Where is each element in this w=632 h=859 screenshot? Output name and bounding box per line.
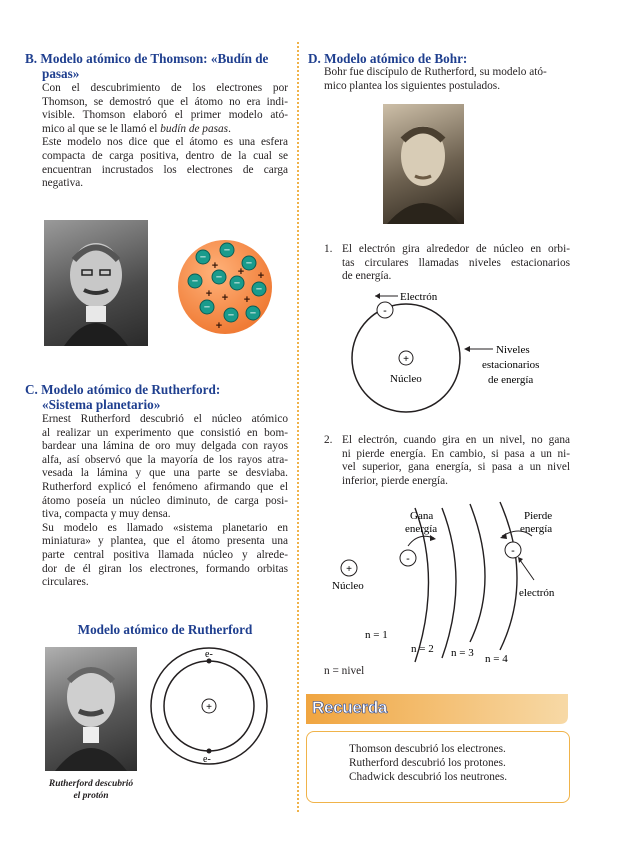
nucleus-sign: + <box>206 702 212 713</box>
text-line: compacta de carga positiva, dentro de la cual se <box>42 149 288 162</box>
nucleus-sign: + <box>403 354 409 365</box>
level-arc-3 <box>470 504 485 642</box>
bohr-intro-line: Bohr fue discípulo de Rutherford, su modelo ató- <box>324 66 547 78</box>
text-line: parte central positiva llamada núcleo y alrede- <box>42 548 288 561</box>
rutherford-photo <box>45 647 137 771</box>
text-line: Rutherford explicó el fenómeno afirmando que el <box>42 480 288 493</box>
bohr-photo <box>383 104 464 224</box>
text-line: vel superior, gana energía, si pasa a un nivel <box>342 461 570 474</box>
rutherford-paragraph <box>42 413 288 590</box>
text-line: tiva, compacta y muy densa. <box>42 508 171 521</box>
electron-sign: − <box>245 257 253 270</box>
recuerda-line: Chadwick descubrió los neutrones. <box>349 771 508 783</box>
text-line: bardear una lámina de oro muy delgada con rayos <box>42 440 288 453</box>
text-line: al realizar un experimento que consistió en bom- <box>42 426 288 439</box>
positive-sign: + <box>237 266 245 278</box>
positive-sign: + <box>205 288 213 300</box>
electron-sign: − <box>227 309 235 322</box>
recuerda-line: Rutherford descubrió los protones. <box>349 757 506 769</box>
nivel-note: n = nivel <box>324 665 365 677</box>
bohr-diagram-2 <box>320 500 572 680</box>
electron-label: electrón <box>519 587 555 599</box>
electron-sign: - <box>383 305 387 317</box>
rutherford-heading-line: «Sistema planetario» <box>42 397 161 412</box>
text-line: de energía. <box>342 270 392 283</box>
text-line: alfa, así observó que la mayoría de los rayos atra- <box>42 453 288 466</box>
caption-line: Rutherford descubrió <box>48 779 134 789</box>
thomson-model-diagram <box>175 237 275 337</box>
bohr-intro <box>324 66 570 93</box>
positive-sign: + <box>215 320 223 332</box>
electron-sign: - <box>511 545 515 557</box>
caption-line: el protón <box>73 791 109 801</box>
arrow-head <box>430 535 436 541</box>
thomson-heading-line: B. Modelo atómico de Thomson: «Budín de <box>25 51 269 66</box>
italic-phrase: budín de pasas <box>160 122 229 135</box>
lose-label: Pierde <box>524 510 553 522</box>
nucleus-label: Núcleo <box>332 580 364 592</box>
rutherford-model-title: Modelo atómico de Rutherford <box>77 622 253 637</box>
positive-sign: + <box>221 292 229 304</box>
recuerda-title: Recuerda <box>312 698 388 717</box>
level-label-n2: n = 2 <box>411 643 434 655</box>
thomson-heading-line: pasas» <box>42 66 80 81</box>
electron-arrow <box>520 560 534 580</box>
nucleus-label: Núcleo <box>390 373 422 385</box>
postulate-2-number: 2. <box>324 434 333 446</box>
recuerda-box <box>306 731 570 803</box>
arrow-head <box>518 557 523 563</box>
level-label-n1: n = 1 <box>365 629 388 641</box>
text-line: Su modelo es llamado «sistema planetario en <box>42 521 288 534</box>
thomson-photo <box>44 220 148 346</box>
text-line: Con el descubrimiento de los electrones por <box>42 82 288 94</box>
positive-sign: + <box>211 260 219 272</box>
postulate-2-text <box>342 434 570 488</box>
level-arc-4 <box>500 502 517 650</box>
text-line: circulares. <box>42 576 89 589</box>
positive-sign: + <box>257 270 265 282</box>
text-line: miniatura» y plantea, que el átomo presenta una <box>42 535 288 548</box>
arrow-head <box>375 293 380 299</box>
electron-sign: − <box>249 307 257 320</box>
electron-label-bottom: e- <box>203 754 211 765</box>
electron-sign: − <box>199 251 207 264</box>
text-line: ni pierde energía. En cambio, si pasa a un ni- <box>342 447 570 460</box>
text-line: El electrón, cuando gira en un nivel, no gana <box>342 434 570 446</box>
rutherford-caption <box>40 778 142 802</box>
levels-label: Niveles <box>496 344 530 356</box>
electron-sign: − <box>191 275 199 288</box>
text-line: El electrón gira alrededor de núcleo en orbi- <box>342 243 570 255</box>
gain-label: energía <box>405 523 438 535</box>
text-line: encuentran incrustados los electrones de carga <box>42 163 288 176</box>
text-line: vesada la lámina y que una parte se desviaba. <box>42 467 288 480</box>
text-line: negativa. <box>42 177 84 190</box>
electron-label: Electrón <box>400 291 438 303</box>
rutherford-atom-diagram <box>147 644 271 768</box>
arrow-head <box>464 346 470 352</box>
level-label-n4: n = 4 <box>485 653 508 665</box>
rutherford-heading <box>25 382 287 412</box>
postulate-1-text <box>342 243 570 284</box>
levels-label: estacionarios <box>482 359 540 371</box>
text-line: inferior, pierde energía. <box>342 474 448 487</box>
recuerda-lines <box>349 742 564 784</box>
text-line: Este modelo nos dice que el átomo es una esfera <box>42 136 288 149</box>
level-arc-2 <box>442 508 456 658</box>
text-line: Thomson, se demostró que el átomo no era indi- <box>42 95 288 108</box>
thomson-paragraph <box>42 82 288 191</box>
electron-sign: − <box>223 244 231 257</box>
text-line: Ernest Rutherford descubrió el núcleo atómico <box>42 413 288 425</box>
electron-dot <box>207 749 212 754</box>
text-line: visible. Thomson elaboró el primer modelo ató- <box>42 109 288 122</box>
text-line: mico al que se le llamó el budín de pasas. <box>42 122 231 135</box>
electron-sign: − <box>203 301 211 314</box>
postulate-1-number: 1. <box>324 243 333 255</box>
text-line: dor de él giran los electrones, formando orbitas <box>42 562 288 575</box>
thomson-heading <box>25 51 287 81</box>
electron-sign: − <box>255 283 263 296</box>
rutherford-heading-line: C. Modelo atómico de Rutherford: <box>25 382 221 397</box>
bohr-diagram-1 <box>350 286 570 416</box>
column-divider <box>297 42 299 812</box>
recuerda-line: Thomson descubrió los electrones. <box>349 743 506 755</box>
text-line: átomo poseía un núcleo diminuto, de carga posi- <box>42 494 288 507</box>
bohr-intro-line: mico plantea los siguientes postulados. <box>324 79 501 92</box>
text-line: tas circulares llamadas niveles estacionarios <box>342 256 570 269</box>
nucleus-sign: + <box>346 564 352 575</box>
gain-label: Gana <box>410 510 434 522</box>
levels-label: de energía <box>488 374 534 386</box>
arrow-head <box>500 533 507 539</box>
electron-sign: − <box>233 277 241 290</box>
positive-sign: + <box>243 294 251 306</box>
lose-label: energía <box>520 523 553 535</box>
electron-sign: - <box>406 553 410 565</box>
bohr-heading: D. Modelo atómico de Bohr: <box>308 51 468 66</box>
recuerda-banner <box>306 694 568 724</box>
electron-sign: − <box>215 271 223 284</box>
level-label-n3: n = 3 <box>451 647 474 659</box>
electron-label-top: e- <box>205 649 213 660</box>
